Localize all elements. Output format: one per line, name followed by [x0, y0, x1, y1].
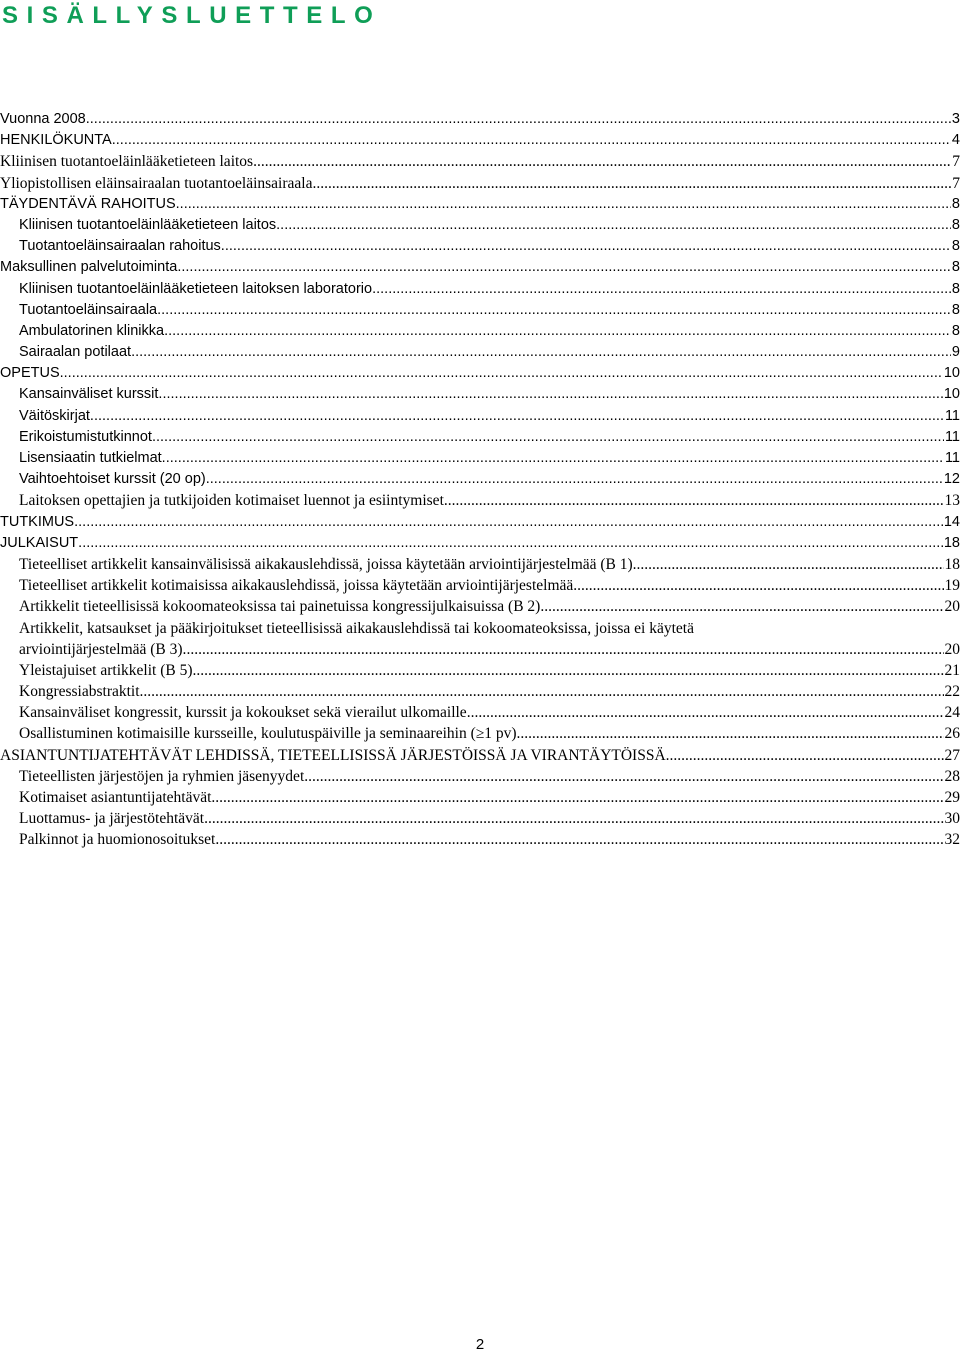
toc-entry-title: Artikkelit tieteellisissä kokoomateoksissa tai painetuissa kongressijulkaisuissa (B 2): [19, 598, 541, 616]
toc-entry-page: 24: [944, 704, 960, 722]
toc-leader-dots: [372, 279, 951, 300]
toc-entry-title: arviointijärjestelmää (B 3).: [19, 640, 187, 658]
toc-entry-page: 14: [943, 513, 960, 530]
toc-entry-title: Lisensiaatin tutkielmat: [19, 450, 162, 466]
toc-entry-page: 3: [951, 111, 960, 127]
toc-entry-title: Ambulatorinen klinikka: [19, 322, 165, 339]
toc-entry-page: 8: [951, 195, 960, 212]
toc-entry-title: OPETUS: [0, 365, 60, 382]
toc-entry-title: JULKAISUT: [0, 534, 79, 551]
toc-entry-title: Laitoksen opettajien ja tutkijoiden kotimaiset luennot ja esiintymiset: [19, 492, 444, 510]
toc-leader-dots: [176, 194, 951, 215]
toc-entry[interactable]: [0, 596, 960, 617]
toc-leader-dots: [162, 448, 944, 469]
toc-entry[interactable]: [0, 215, 960, 236]
toc-entry[interactable]: [0, 236, 960, 257]
toc-leader-dots: [74, 512, 943, 533]
toc-entry-page: 11: [944, 450, 960, 466]
toc-entry[interactable]: [0, 660, 960, 681]
toc-entry[interactable]: [0, 151, 960, 172]
toc-entry-title: Kansainväliset kongressit, kurssit ja kokoukset sekä vierailut ulkomaille: [19, 704, 467, 722]
toc-entry[interactable]: [0, 575, 960, 596]
toc-leader-dots: [467, 702, 944, 723]
toc-entry-page: 7: [952, 153, 960, 171]
toc-entry-title: TÄYDENTÄVÄ RAHOITUS: [0, 195, 176, 212]
toc-entry-page: 7: [952, 174, 960, 192]
toc-entry-title-line: Artikkelit, katsaukset ja pääkirjoitukset tieteellisissä aikakauslehdissä tai kokoomateoksissa, joissa ei käytetä: [19, 619, 694, 637]
toc-entry-title: Kotimaiset asiantuntijatehtävät.: [19, 789, 216, 806]
toc-leader-dots: [192, 660, 943, 681]
toc-entry-page: 4: [951, 132, 960, 149]
toc-leader-dots: [164, 321, 951, 342]
toc-entry-title: TUTKIMUS: [0, 513, 75, 530]
toc-entry-title: Kliinisen tuotantoeläinlääketieteen laitos.: [0, 153, 257, 171]
toc-entry-page: 8: [951, 322, 960, 339]
page-number: 2: [475, 1336, 485, 1353]
toc-entry[interactable]: [0, 512, 960, 533]
toc-entry[interactable]: [0, 702, 960, 723]
toc-entry-title: Tieteelliset artikkelit kansainvälisissä aikakauslehdissä, joissa käytetään arviointijärjestelmää (B 1).: [19, 555, 637, 573]
toc-entry[interactable]: [0, 321, 960, 342]
toc-entry[interactable]: [0, 554, 960, 575]
toc-entry-page: 8: [951, 238, 960, 255]
toc-entry-title: Osallistuminen kotimaisille kursseille, koulutuspäiville ja seminaareihin (≥1 pv): [19, 725, 517, 743]
toc-entry-title: Yliopistollisen eläinsairaalan tuotantoeläinsairaala: [0, 174, 313, 192]
toc-entry[interactable]: [0, 300, 960, 321]
toc-entry[interactable]: [0, 766, 960, 787]
toc-entry[interactable]: [0, 257, 960, 278]
table-of-contents: [0, 109, 960, 851]
toc-leader-dots: [219, 829, 943, 850]
toc-entry[interactable]: [0, 342, 960, 363]
toc-leader-dots: [215, 787, 943, 808]
toc-entry-title: Tieteellisten järjestöjen ja ryhmien jäsenyydet: [19, 767, 305, 785]
toc-leader-dots: [206, 469, 943, 490]
toc-entry-title: ASIANTUNTIJATEHTÄVÄT LEHDISSÄ, TIETEELLISISSÄ JÄRJESTÖISSÄ JA VIRANTÄYTÖISSÄ: [0, 746, 666, 764]
toc-entry-page: 18: [944, 555, 960, 573]
toc-entry-title: Tieteelliset artikkelit kotimaisissa aikakauslehdissä, joissa käytetään arviointijärjestelmää: [19, 577, 574, 595]
toc-leader-dots: [60, 363, 943, 384]
toc-heading: SISÄLLYSLUETTELO: [2, 2, 382, 29]
toc-entry-page: 8: [951, 259, 960, 276]
toc-leader-dots: [204, 808, 943, 829]
toc-entry-title: Palkinnot ja huomionosoitukset.: [19, 831, 220, 849]
toc-entry[interactable]: [0, 469, 960, 490]
toc-entry-page: 19: [944, 577, 960, 595]
toc-leader-dots: [131, 342, 951, 363]
toc-entry[interactable]: [0, 109, 960, 130]
toc-entry-title: Maksullinen palvelutoiminta: [0, 259, 178, 276]
toc-entry-title: Kliinisen tuotantoeläinlääketieteen laitoksen laboratorio: [19, 280, 373, 297]
toc-entry-page: 26: [944, 725, 960, 743]
toc-entry[interactable]: [0, 533, 960, 554]
toc-entry-title: Kansainväliset kurssit: [19, 386, 159, 403]
toc-entry-page: 27: [944, 746, 960, 764]
toc-leader-dots: [276, 215, 951, 236]
toc-entry-title: Vaihtoehtoiset kurssit (20 op): [19, 471, 206, 488]
toc-entry[interactable]: [0, 808, 960, 829]
toc-leader-dots: [517, 723, 944, 744]
toc-entry-page: 10: [943, 365, 960, 382]
toc-entry[interactable]: [0, 639, 960, 660]
toc-entry-title: Erikoistumistutkinnot.: [19, 428, 156, 445]
toc-entry-page: 12: [943, 471, 960, 488]
toc-entry[interactable]: [0, 130, 960, 151]
toc-entry-title: Yleistajuiset artikkelit (B 5): [19, 661, 193, 679]
toc-leader-dots: [86, 109, 951, 130]
toc-entry[interactable]: [0, 279, 960, 300]
toc-entry[interactable]: [0, 829, 960, 850]
toc-entry[interactable]: [0, 490, 960, 511]
toc-leader-dots: [221, 236, 951, 257]
toc-entry-page: 13: [944, 492, 960, 510]
toc-leader-dots: [312, 173, 951, 194]
toc-entry-page: 8: [951, 280, 960, 297]
toc-leader-dots: [90, 406, 944, 427]
toc-entry[interactable]: [0, 745, 960, 766]
toc-entry[interactable]: [0, 194, 960, 215]
toc-entry-page: 11: [944, 407, 960, 424]
toc-entry-title: Tuotantoeläinsairaalan rahoitus: [19, 238, 221, 255]
toc-entry[interactable]: [0, 384, 960, 405]
toc-entry-page: 30: [944, 810, 960, 828]
toc-leader-dots: [666, 745, 944, 766]
toc-entry-page: 22: [944, 683, 960, 701]
toc-entry-title: HENKILÖKUNTA: [0, 132, 112, 149]
toc-entry-page: 20: [944, 640, 960, 658]
toc-leader-dots: [444, 490, 944, 511]
toc-entry[interactable]: [0, 787, 960, 808]
toc-entry-page: 8: [951, 301, 960, 318]
toc-entry-page: 10: [943, 386, 960, 403]
toc-entry-page: 28: [944, 767, 960, 785]
toc-entry-title: Luottamus- ja järjestötehtävät: [19, 810, 205, 828]
toc-entry[interactable]: [0, 448, 960, 469]
toc-entry-page: 9: [951, 344, 960, 361]
toc-leader-dots: [78, 533, 943, 554]
toc-leader-dots: [156, 427, 944, 448]
toc-leader-dots: [573, 575, 943, 596]
toc-leader-dots: [157, 300, 951, 321]
toc-leader-dots: [304, 766, 943, 787]
toc-entry-title: Tuotantoeläinsairaala: [19, 301, 158, 318]
toc-leader-dots: [140, 681, 944, 702]
toc-leader-dots: [112, 130, 951, 151]
toc-entry[interactable]: [0, 173, 960, 194]
toc-entry-title: Väitöskirjat: [19, 407, 90, 424]
toc-entry-continued[interactable]: [0, 618, 960, 639]
toc-leader-dots: [186, 639, 943, 660]
toc-entry-page: 32: [944, 831, 960, 849]
toc-entry[interactable]: [0, 363, 960, 384]
toc-entry[interactable]: [0, 427, 960, 448]
toc-entry-page: 11: [944, 428, 960, 445]
toc-leader-dots: [158, 384, 942, 405]
toc-leader-dots: [177, 257, 951, 278]
toc-entry[interactable]: [0, 723, 960, 744]
toc-entry-title: Sairaalan potilaat: [19, 344, 132, 361]
toc-leader-dots: [257, 151, 951, 172]
toc-entry-page: 21: [944, 661, 960, 679]
toc-entry-page: 18: [943, 534, 960, 551]
toc-entry-title: Kongressiabstraktit: [19, 683, 140, 701]
toc-leader-dots: [637, 554, 944, 575]
toc-entry-title: Kliinisen tuotantoeläinlääketieteen laitos: [19, 216, 277, 233]
toc-entry-page: 20: [944, 598, 960, 616]
toc-leader-dots: [540, 596, 943, 617]
toc-entry[interactable]: [0, 681, 960, 702]
toc-entry-page: 8: [951, 216, 960, 233]
toc-entry-title: Vuonna 2008: [0, 111, 86, 127]
toc-entry-page: 29: [944, 789, 960, 806]
toc-entry[interactable]: [0, 406, 960, 427]
